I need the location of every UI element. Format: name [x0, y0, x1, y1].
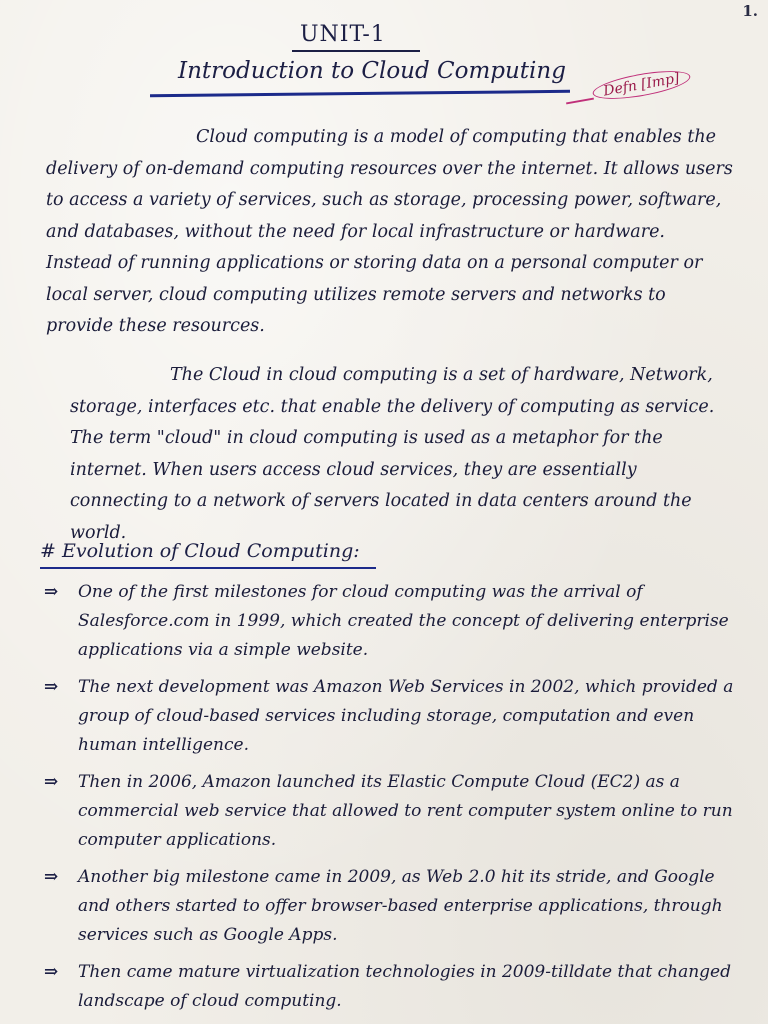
page-title: Introduction to Cloud Computing	[178, 58, 566, 84]
unit-title: UNIT-1	[300, 22, 386, 47]
list-item	[44, 673, 744, 760]
list-item-text: Another big milestone came in 2009, as Web 2.0 hit its stride, and Google and others started to offer browser-based enterprise applications, through services such as Google Apps.	[78, 867, 723, 945]
arrow-bullet-icon: ⇒	[44, 772, 59, 792]
arrow-bullet-icon: ⇒	[44, 962, 59, 982]
list-item-text: Then in 2006, Amazon launched its Elastic Compute Cloud (EC2) as a commercial web service that allowed to rent computer system online to run computer applications.	[78, 772, 733, 850]
list-item-text: The next development was Amazon Web Services in 2002, which provided a group of cloud-based services including storage, computation and even human intelligence.	[78, 677, 734, 755]
list-item-text: One of the first milestones for cloud computing was the arrival of Salesforce.com in 1999, which created the concept of delivering enterprise applications via a simple website.	[78, 582, 729, 660]
list-item	[44, 958, 744, 1016]
arrow-bullet-icon: ⇒	[44, 867, 59, 887]
paragraph-definition: Cloud computing is a model of computing that enables the delivery of on-demand computing resources over the internet. It allows users to access a variety of services, such as storage, processing power, software, and databases, without the need for local infrastructure or hardware. Instead of running applications or storing data on a personal computer or local server, cloud computing utilizes remote servers and networks to provide these resources.	[46, 127, 733, 336]
list-item-text: Then came mature virtualization technologies in 2009-tilldate that changed landscape of cloud computing.	[78, 962, 731, 1011]
section-heading: # Evolution of Cloud Computing:	[40, 540, 360, 562]
paragraph-cloud-meaning: The Cloud in cloud computing is a set of hardware, Network, storage, interfaces etc. that enable the delivery of computing as service. The term "cloud" in cloud computing is used as a metaphor for the internet. When users access cloud services, they are essentially connecting to a network of servers located in data centers around the world.	[70, 365, 715, 543]
list-item	[44, 578, 744, 665]
list-item	[44, 768, 744, 855]
definition-tag: Defn [Imp]	[591, 66, 692, 105]
page-number: 1.	[742, 2, 758, 20]
tag-arrow	[566, 98, 594, 105]
list-item	[44, 863, 744, 950]
section-underline	[40, 567, 376, 569]
arrow-bullet-icon: ⇒	[44, 677, 59, 697]
evolution-list	[44, 578, 744, 1024]
title-underline	[150, 90, 570, 97]
arrow-bullet-icon: ⇒	[44, 582, 59, 602]
unit-underline	[292, 50, 420, 52]
